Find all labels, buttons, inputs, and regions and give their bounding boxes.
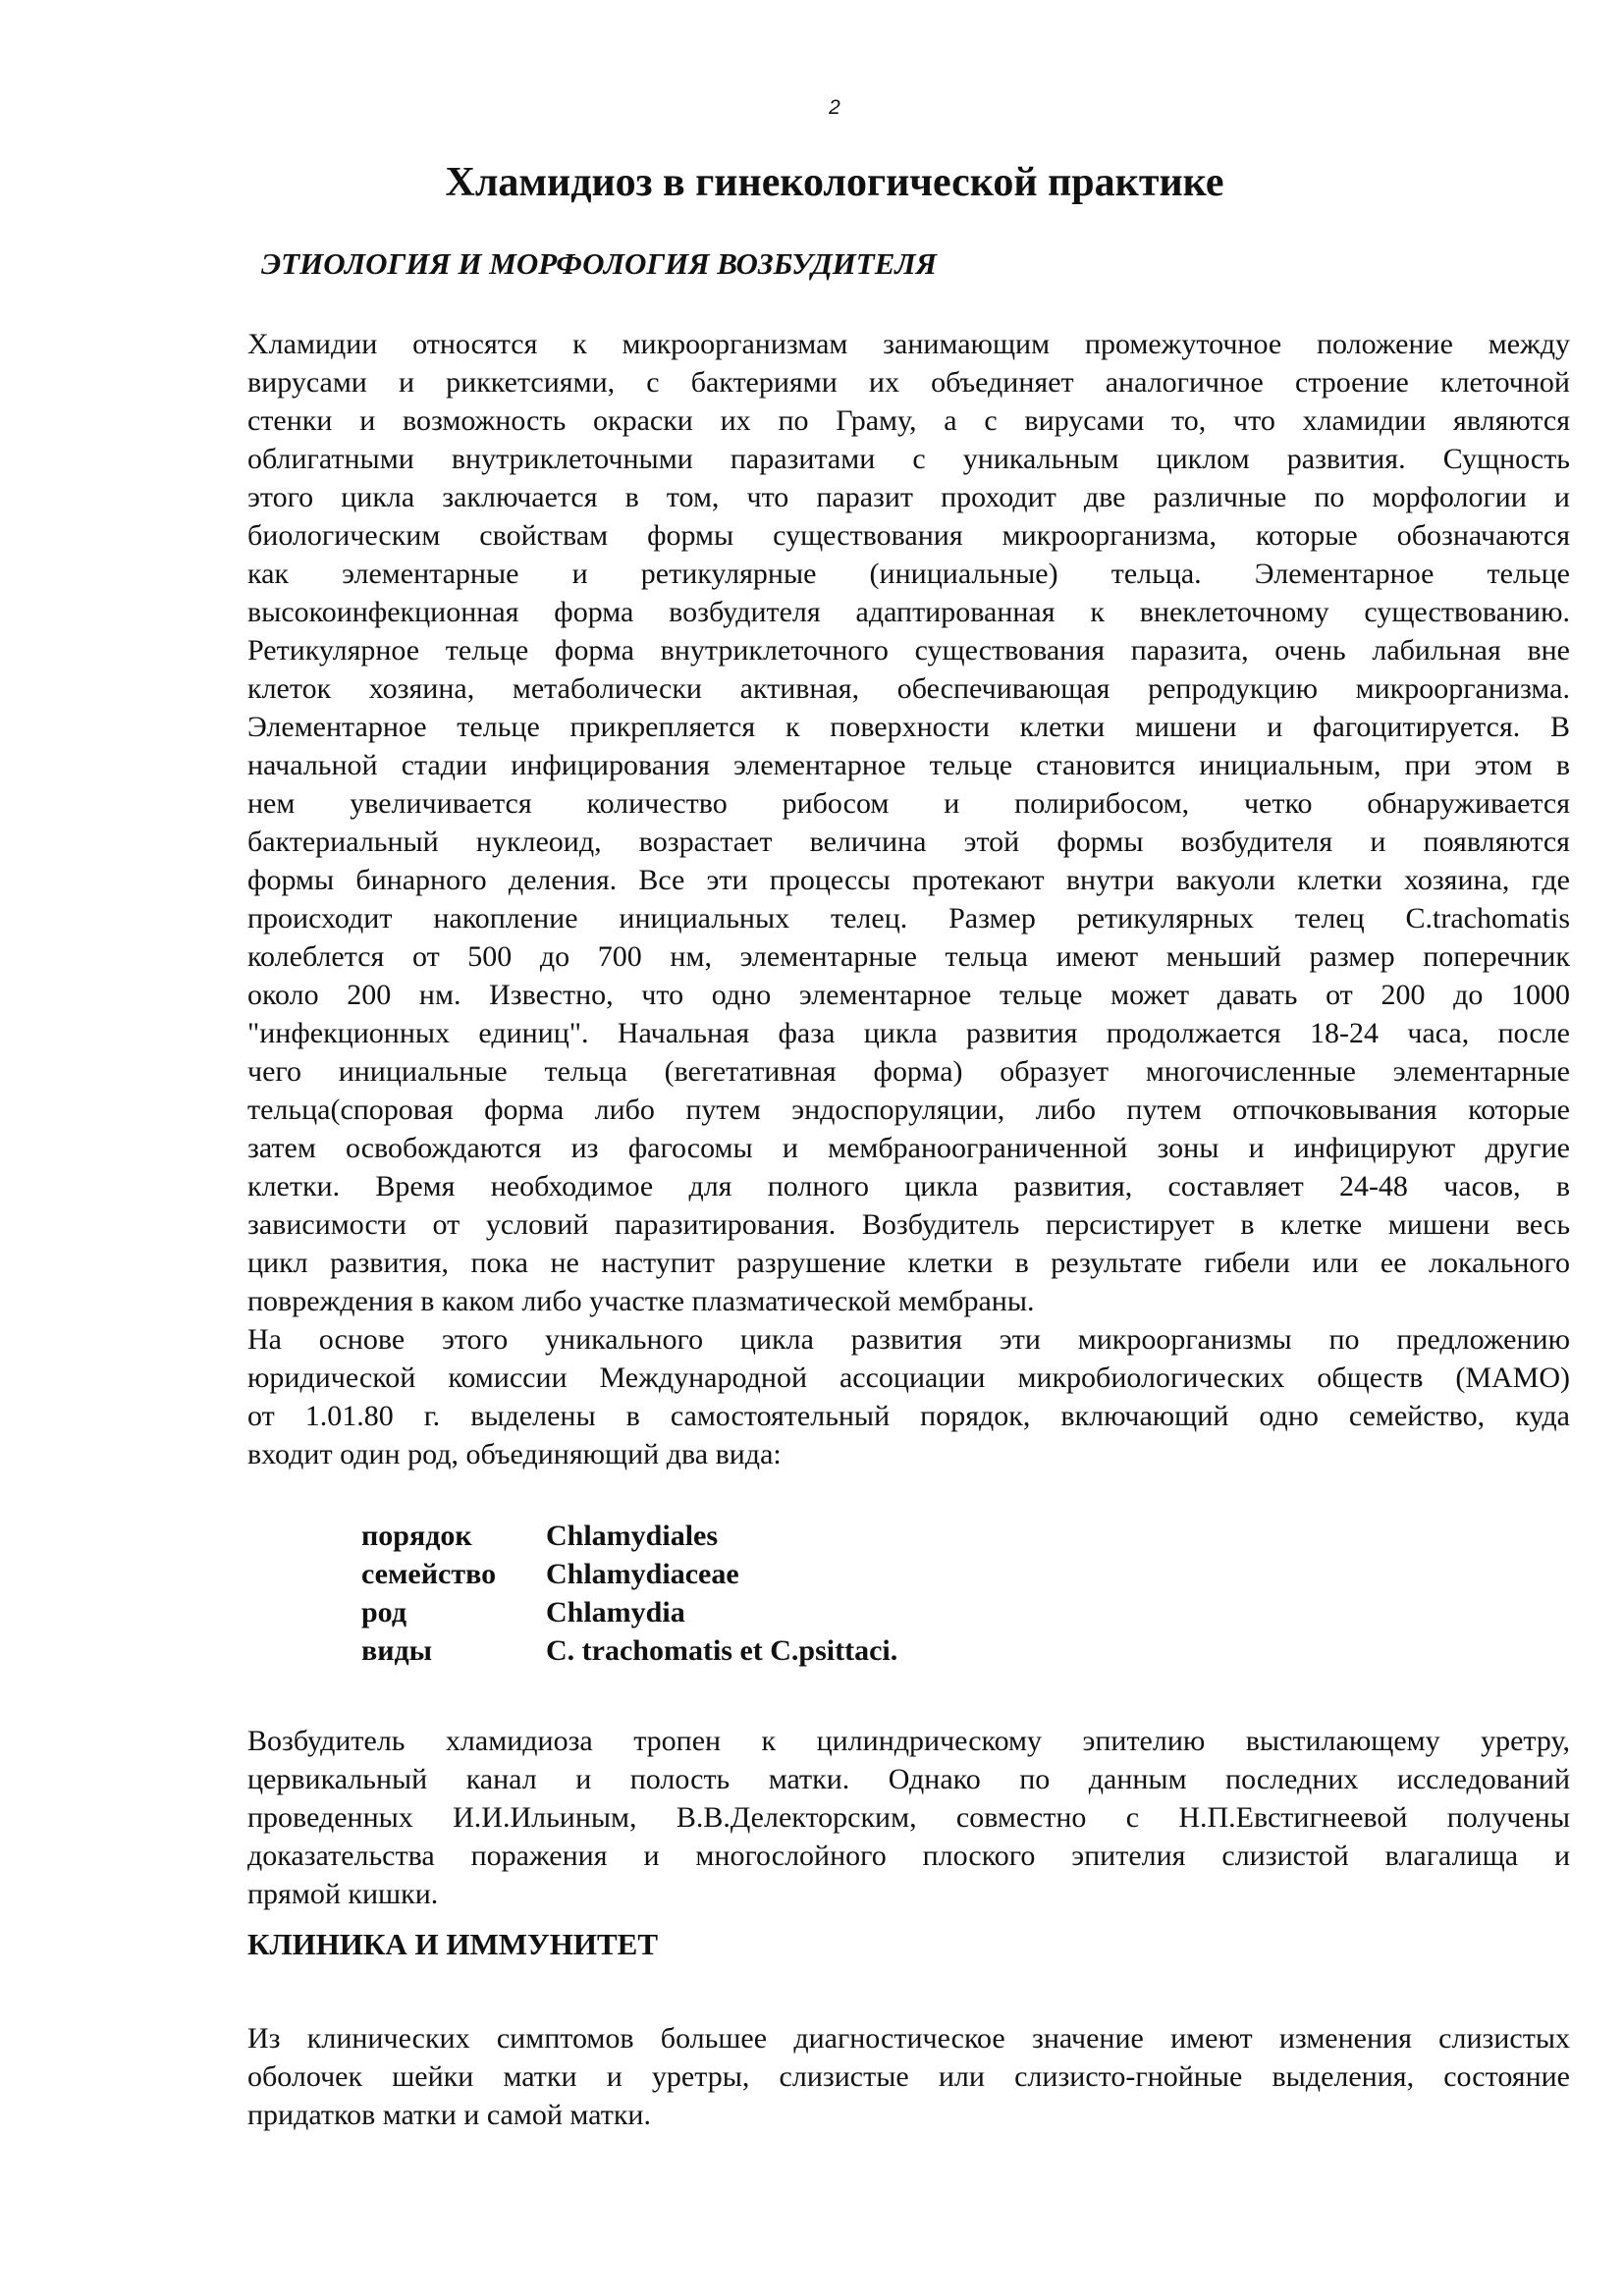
taxonomy-name: Chlamydiales bbox=[546, 1520, 719, 1552]
text-line: Хламидии относятся к микроорганизмам занимающим промежуточное положение между bbox=[247, 328, 1570, 360]
text-line: входит один род, объединяющий два вида: bbox=[247, 1438, 782, 1470]
text-line: Возбудитель хламидиоза тропен к цилиндрическому эпителию выстилающему уретру, bbox=[247, 1725, 1570, 1757]
text-line: формы бинарного деления. Все эти процессы протекают внутри вакуоли клетки хозяина, где bbox=[247, 864, 1570, 896]
page-number: 2 bbox=[829, 96, 840, 119]
section-heading-etiology: ЭТИОЛОГИЯ И МОРФОЛОГИЯ ВОЗБУДИТЕЛЯ bbox=[261, 246, 937, 281]
text-line: Ретикулярное тельце форма внутриклеточного существования паразита, очень лабильная вне bbox=[247, 634, 1570, 667]
taxonomy-rank: семейство bbox=[361, 1558, 497, 1590]
text-line: Из клинических симптомов большее диагностическое значение имеют изменения слизистых bbox=[247, 2022, 1570, 2055]
etiology-paragraph bbox=[247, 325, 1570, 1473]
taxonomy-rank: виды bbox=[361, 1634, 433, 1667]
taxonomy-row bbox=[361, 1593, 897, 1631]
text-line: зависимости от условий паразитирования. Возбудитель персистирует в клетке мишени весь bbox=[247, 1208, 1570, 1241]
text-line: этого цикла заключается в том, что паразит проходит две различные по морфологии и bbox=[247, 481, 1570, 513]
tropism-paragraph bbox=[247, 1722, 1570, 1913]
text-line: На основе этого уникального цикла развития эти микроорганизмы по предложению bbox=[247, 1323, 1570, 1356]
text-line: около 200 нм. Известно, что одно элементарное тельце может давать от 200 до 1000 bbox=[247, 979, 1570, 1011]
text-line: прямой кишки. bbox=[247, 1878, 439, 1910]
text-line: цервикальный канал и полость матки. Однако по данным последних исследований bbox=[247, 1763, 1570, 1795]
text-line: колеблется от 500 до 700 нм, элементарные тельца имеют меньший размер поперечник bbox=[247, 940, 1570, 973]
document-title: Хламидиоз в гинекологической практике bbox=[445, 160, 1224, 205]
taxonomy-rank: порядок bbox=[361, 1520, 472, 1552]
text-line: Элементарное тельце прикрепляется к поверхности клетки мишени и фагоцитируется. В bbox=[247, 711, 1570, 743]
text-line: высокоинфекционная форма возбудителя адаптированная к внеклеточному существованию. bbox=[247, 596, 1570, 628]
taxonomy-name: Chlamydiaceae bbox=[546, 1558, 739, 1590]
text-line: "инфекционных единиц". Начальная фаза цикла развития продолжается 18-24 часа, после bbox=[247, 1017, 1570, 1049]
text-line: оболочек шейки матки и уретры, слизистые или слизисто-гнойные выделения, состояние bbox=[247, 2060, 1570, 2093]
taxonomy-rank: род bbox=[361, 1596, 406, 1629]
text-line: клеток хозяина, метаболически активная, обеспечивающая репродукцию микроорганизма. bbox=[247, 672, 1570, 705]
text-line: стенки и возможность окраски их по Граму, а с вирусами то, что хламидии являются bbox=[247, 404, 1570, 437]
text-line: вирусами и риккетсиями, с бактериями их объединяет аналогичное строение клеточной bbox=[247, 366, 1570, 399]
text-line: придатков матки и самой матки. bbox=[247, 2099, 651, 2131]
text-line: начальной стадии инфицирования элементарное тельце становится инициальным, при этом в bbox=[247, 749, 1570, 781]
text-line: нем увеличивается количество рибосом и полирибосом, четко обнаруживается bbox=[247, 787, 1570, 820]
text-line: от 1.01.80 г. выделены в самостоятельный порядок, включающий одно семейство, куда bbox=[247, 1400, 1570, 1432]
taxonomy-row bbox=[361, 1555, 897, 1593]
text-line: облигатными внутриклеточными паразитами с уникальным циклом развития. Сущность bbox=[247, 443, 1570, 475]
text-line: проведенных И.И.Ильиным, В.В.Делекторским, совместно с Н.П.Евстигнеевой получены bbox=[247, 1801, 1570, 1834]
text-line: чего инициальные тельца (вегетативная форма) образует многочисленные элементарные bbox=[247, 1055, 1570, 1088]
text-line: доказательства поражения и многослойного плоского эпителия слизистой влагалища и bbox=[247, 1840, 1570, 1872]
text-line: затем освобождаются из фагосомы и мембраноограниченной зоны и инфицируют другие bbox=[247, 1132, 1570, 1164]
text-line: цикл развития, пока не наступит разрушение клетки в результате гибели или ее локального bbox=[247, 1247, 1570, 1279]
text-line: происходит накопление инициальных телец. Размер ретикулярных телец C.trachomatis bbox=[247, 902, 1570, 934]
taxonomy-row bbox=[361, 1631, 897, 1670]
text-line: тельца(споровая форма либо путем эндоспоруляции, либо путем отпочковывания которые bbox=[247, 1094, 1570, 1126]
section-heading-clinic: КЛИНИКА И ИММУНИТЕТ bbox=[247, 1927, 659, 1961]
taxonomy-row bbox=[361, 1517, 897, 1555]
text-line: биологическим свойствам формы существования микроорганизма, которые обозначаются bbox=[247, 519, 1570, 552]
text-line: повреждения в каком либо участке плазматической мембраны. bbox=[247, 1285, 1035, 1317]
text-line: клетки. Время необходимое для полного цикла развития, составляет 24-48 часов, в bbox=[247, 1170, 1570, 1202]
clinic-paragraph bbox=[247, 2019, 1570, 2134]
text-line: бактериальный нуклеоид, возрастает величина этой формы возбудителя и появляются bbox=[247, 826, 1570, 858]
text-line: юридической комиссии Международной ассоциации микробиологических обществ (МАМО) bbox=[247, 1362, 1570, 1394]
text-line: как элементарные и ретикулярные (инициальные) тельца. Элементарное тельце bbox=[247, 558, 1570, 590]
taxonomy-name: C. trachomatis et C.psittaci. bbox=[546, 1634, 898, 1667]
taxonomy-list bbox=[361, 1517, 897, 1670]
taxonomy-name: Chlamydia bbox=[546, 1596, 685, 1629]
